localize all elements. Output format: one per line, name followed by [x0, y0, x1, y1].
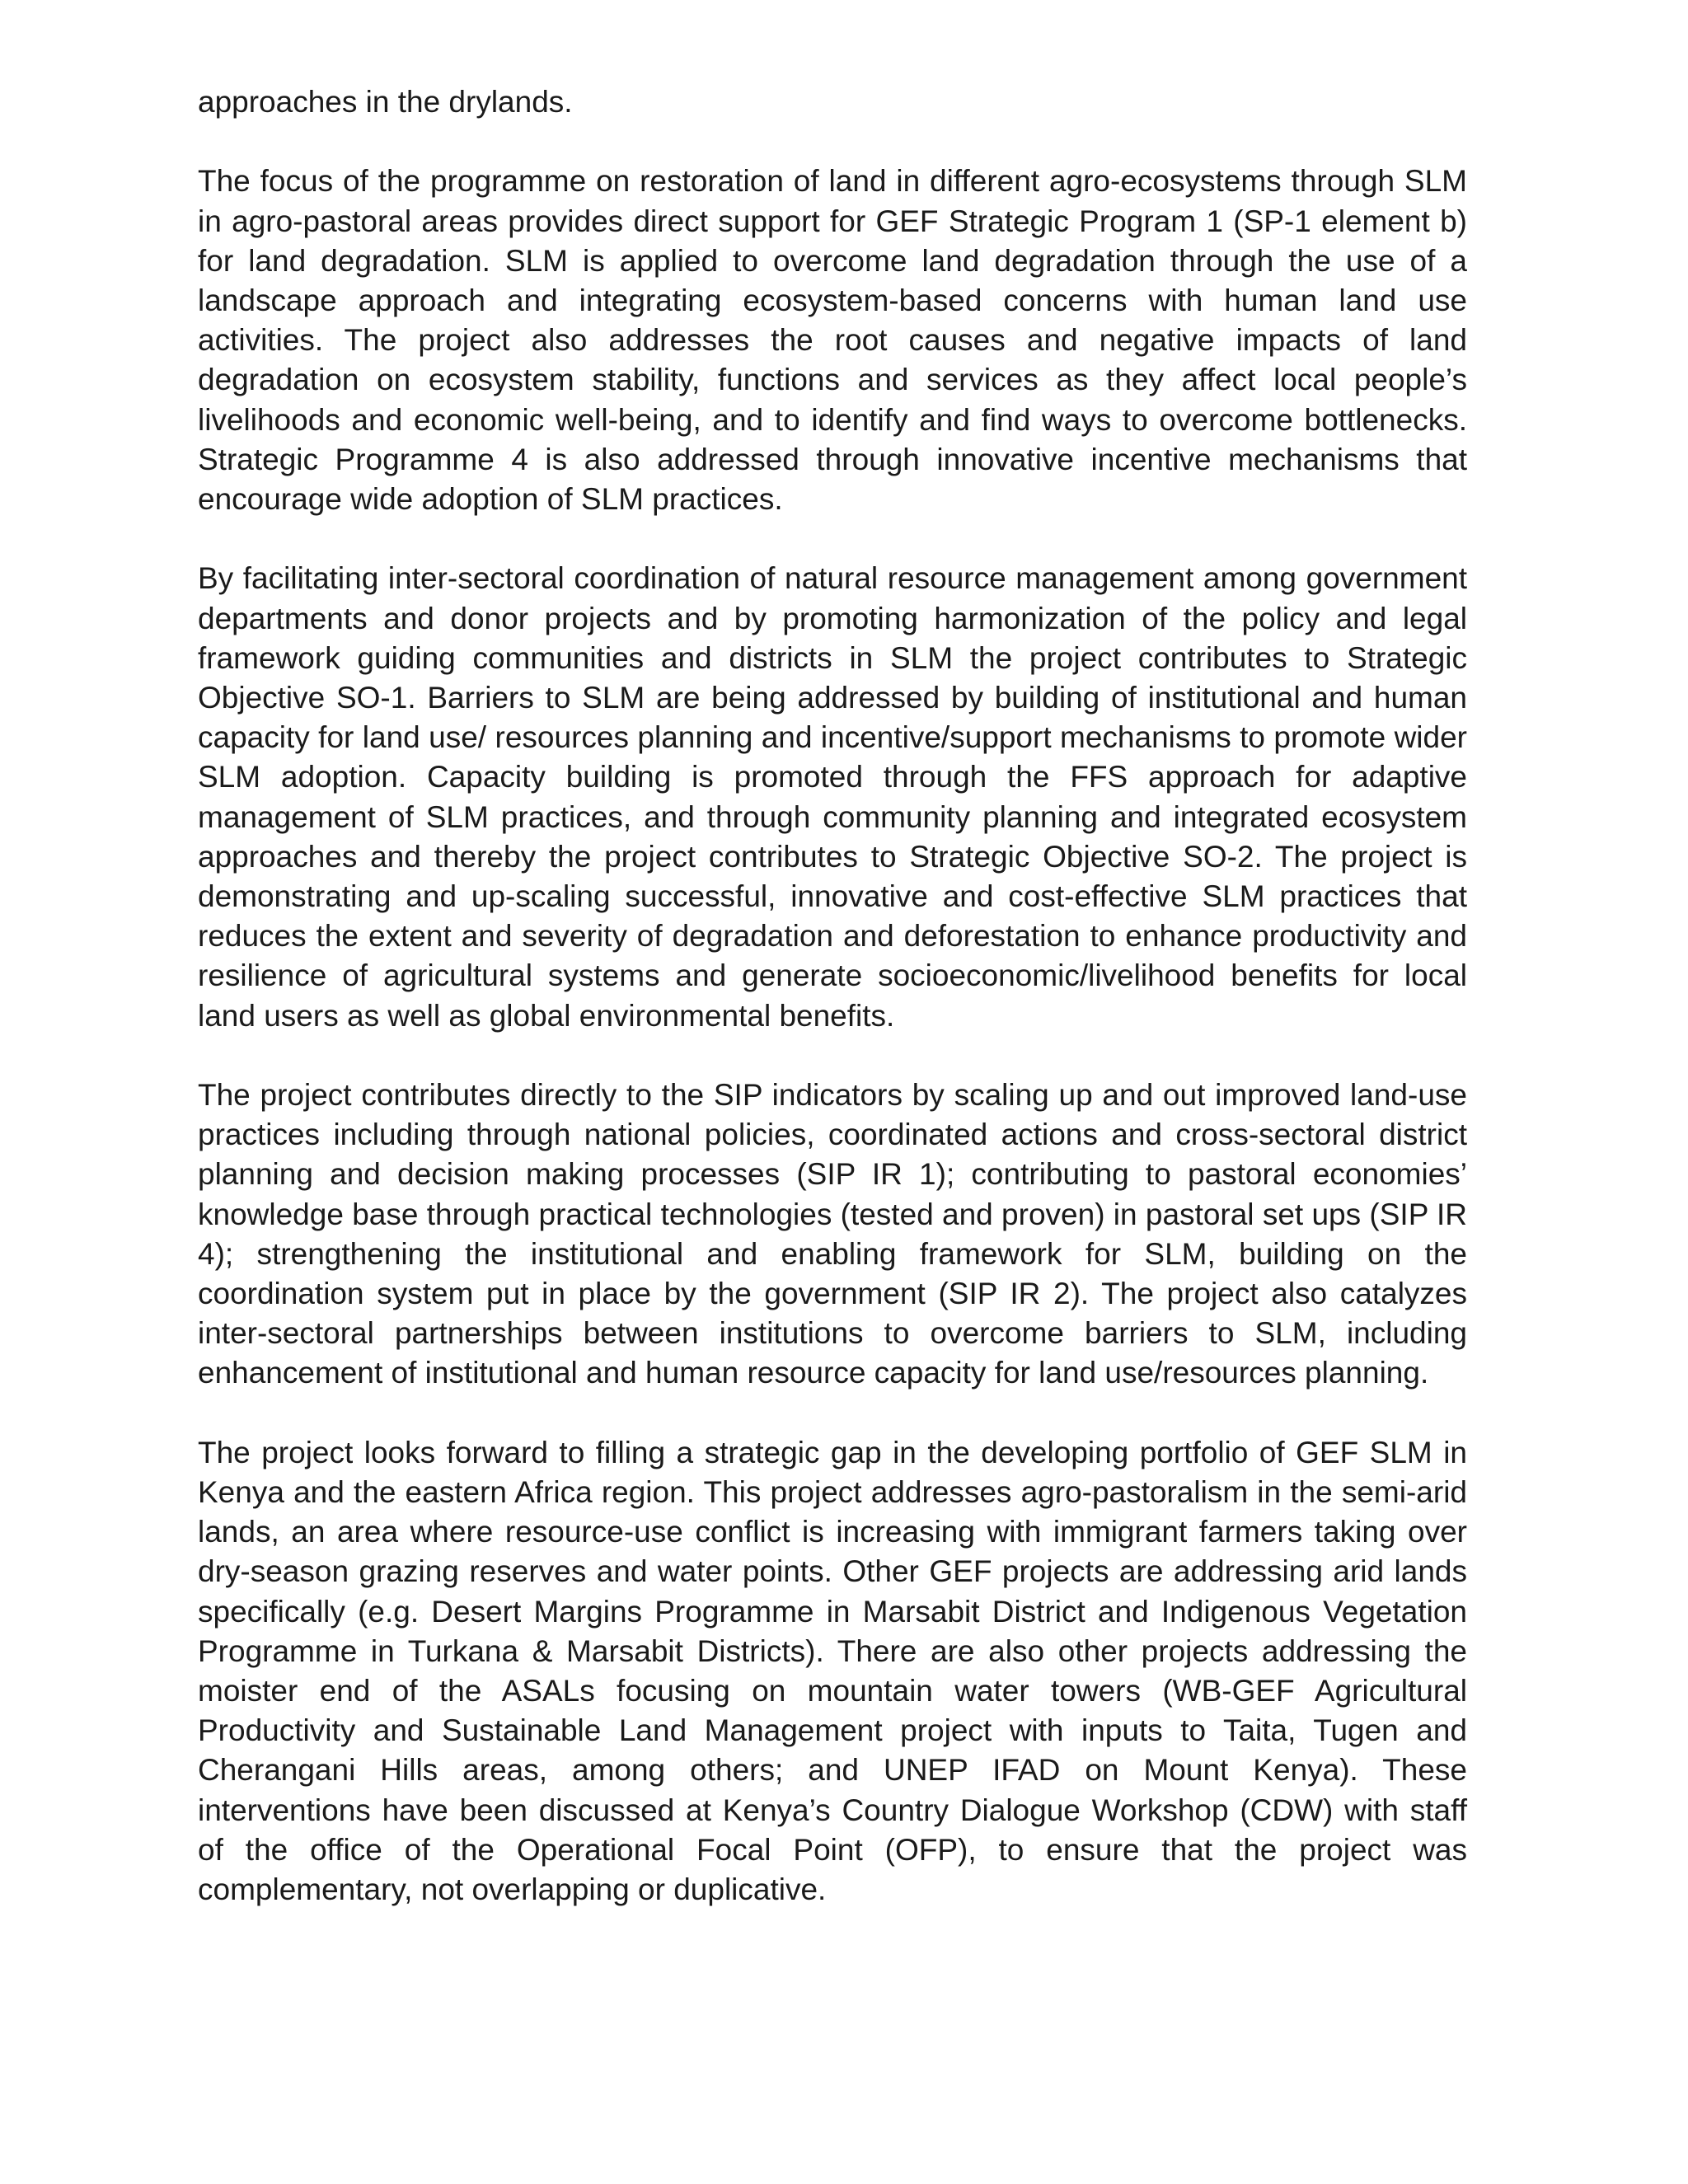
paragraph-sip-indicators: The project contributes directly to the SIP indicators by scaling up and out improved land-use practices including through national policies, coordinated actions and cross-sectoral district planning and decision making processes (SIP IR 1); contributing to pastoral economies’ knowledge base through practical technologies (tested and proven) in pastoral set ups (SIP IR 4); strengthening the institutional and enabling framework for SLM, building on the coordination system put in place by the government (SIP IR 2). The project also catalyzes inter-sectoral partnerships between institutions to overcome barriers to SLM, including enhancement of institutional and human resource capacity for land use/resources planning.	[198, 1078, 1467, 1390]
paragraph-strategic-gap: The project looks forward to filling a strategic gap in the developing portfolio of GEF SLM in Kenya and the eastern Africa region. This project addresses agro-pastoralism in the semi-arid lands, an area where resource-use conflict is increasing with immigrant farmers taking over dry-season grazing reserves and water points. Other GEF projects are addressing arid lands specifically (e.g. Desert Margins Programme in Marsabit District and Indigenous Vegetation Programme in Turkana & Marsabit Districts). There are also other projects addressing the moister end of the ASALs focusing on mountain water towers (WB-GEF Agricultural Productivity and Sustainable Land Management project with inputs to Taita, Tugen and Cherangani Hills areas, among others; and UNEP IFAD on Mount Kenya). These interventions have been discussed at Kenya’s Country Dialogue Workshop (CDW) with staff of the office of the Operational Focal Point (OFP), to ensure that the project was complementary, not overlapping or duplicative.	[198, 1435, 1467, 1907]
paragraph-sp1-focus: The focus of the programme on restoration of land in different agro-ecosystems through SLM in agro-pastoral areas provides direct support for GEF Strategic Program 1 (SP-1 element b) for land degradation. SLM is applied to overcome land degradation through the use of a landscape approach and integrating ecosystem-based concerns with human land use activities. The project also addresses the root causes and negative impacts of land degradation on ecosystem stability, functions and services as they affect local people’s livelihoods and economic well-being, and to identify and find ways to overcome bottlenecks. Strategic Programme 4 is also addressed through innovative incentive mechanisms that encourage wide adoption of SLM practices.	[198, 164, 1467, 517]
paragraph-intersectoral-coordination: By facilitating inter-sectoral coordination of natural resource management among government departments and donor projects and by promoting harmonization of the policy and legal framework guiding communities and districts in SLM the project contributes to Strategic Objective SO-1. Barriers to SLM are being addressed by building of institutional and human capacity for land use/ resources planning and incentive/support mechanisms to promote wider SLM adoption. Capacity building is promoted through the FFS approach for adaptive management of SLM practices, and through community planning and integrated ecosystem approaches and thereby the project contributes to Strategic Objective SO-2. The project is demonstrating and up-scaling successful, innovative and cost-effective SLM practices that reduces the extent and severity of degradation and deforestation to enhance productivity and resilience of agricultural systems and generate socioeconomic/livelihood benefits for local land users as well as global environmental benefits.	[198, 561, 1467, 1033]
body-text	[198, 82, 1467, 1949]
paragraph-continuation: approaches in the drylands.	[198, 85, 573, 119]
